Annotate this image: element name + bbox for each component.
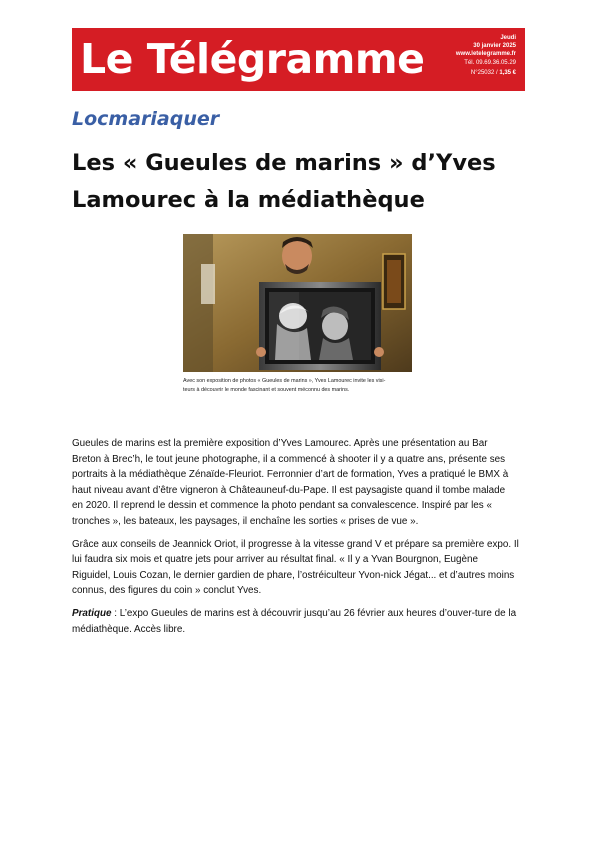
caption-line: Avec son exposition de photos « Gueules de marins », Yves Lamourec invite les visi- (183, 378, 386, 384)
masthead-price: 1,35 € (499, 69, 516, 76)
text-line: Gueules de marins est la première exposition d’Yves Lamourec. Après une présentation au Bar (72, 438, 488, 449)
masthead-phone: Tél. 09.69.36.05.29 (464, 59, 516, 66)
article-headline (72, 145, 542, 219)
newspaper-logo: Le Télégramme (80, 35, 425, 83)
article-body (72, 436, 530, 637)
text-line: tronches », les bateaux, les paysages, il enchaîne les sorties « prises de vue ». (72, 515, 419, 527)
masthead-day: Jeudi (500, 35, 516, 41)
text-line (72, 606, 530, 622)
paragraph-3 (72, 606, 530, 637)
masthead-issue-price (456, 69, 516, 77)
text-line: portraits à la médiathèque Zénaïde-Fleuriot. Ferronnier d’art de formation, Yves a pratiqué le BMX à (72, 469, 509, 481)
section-label: Locmariaquer (72, 108, 220, 130)
text-line: Riguidel, Louis Cozan, le dernier gardien de phare, l’ostréiculteur Yvon-nick Jégat... et d’autres moins (72, 569, 515, 581)
photo-illustration (183, 234, 412, 372)
masthead-website: www.letelegramme.fr (455, 51, 516, 58)
masthead-date: 30 janvier 2025 (473, 43, 516, 50)
paragraph-1 (72, 436, 530, 530)
text-line: Grâce aux conseils de Jeannick Oriot, il progresse à la vitesse grand V et prépare sa première expo. Il (72, 538, 519, 550)
masthead-info (456, 34, 516, 77)
caption-line: teurs à découvrir le monde fascinant et souvent méconnu des marins. (183, 387, 350, 393)
text-line: connus, des figures du coin » conclut Yves. (72, 585, 262, 597)
paragraph-2 (72, 537, 530, 599)
text-line: médiathèque. Accès libre. (72, 623, 186, 635)
article-photo (183, 234, 412, 372)
text-line: en 2020. Il reprend le dessin et commence la photo pendant sa convalescence. Inspiré par les « (72, 500, 492, 512)
headline-line: Les « Gueules de marins » d’Yves (72, 150, 496, 176)
text-line: Breton à Brec’h, le tout jeune photographe, il a commencé à shooter il y a quatre ans, présente ses (72, 453, 506, 465)
pratique-label: Pratique (72, 607, 112, 619)
text-line: haut niveau avant d’être vigneron à Châteauneuf-du-Pape. Il est paysagiste quand il tombe malade (72, 484, 506, 496)
text-line: lui faudra six mois et quatre jets pour arriver au résultat final. « Il y a Yvan Bourgnon, Eugène (72, 554, 479, 566)
headline-line: Lamourec à la médiathèque (72, 187, 425, 213)
masthead (72, 28, 525, 91)
pratique-text: : L’expo Gueules de marins est à découvrir jusqu’au 26 février aux heures d’ouver-ture de la (111, 607, 517, 619)
photo-caption (183, 377, 415, 395)
masthead-issue: N°25032 / (470, 69, 500, 76)
